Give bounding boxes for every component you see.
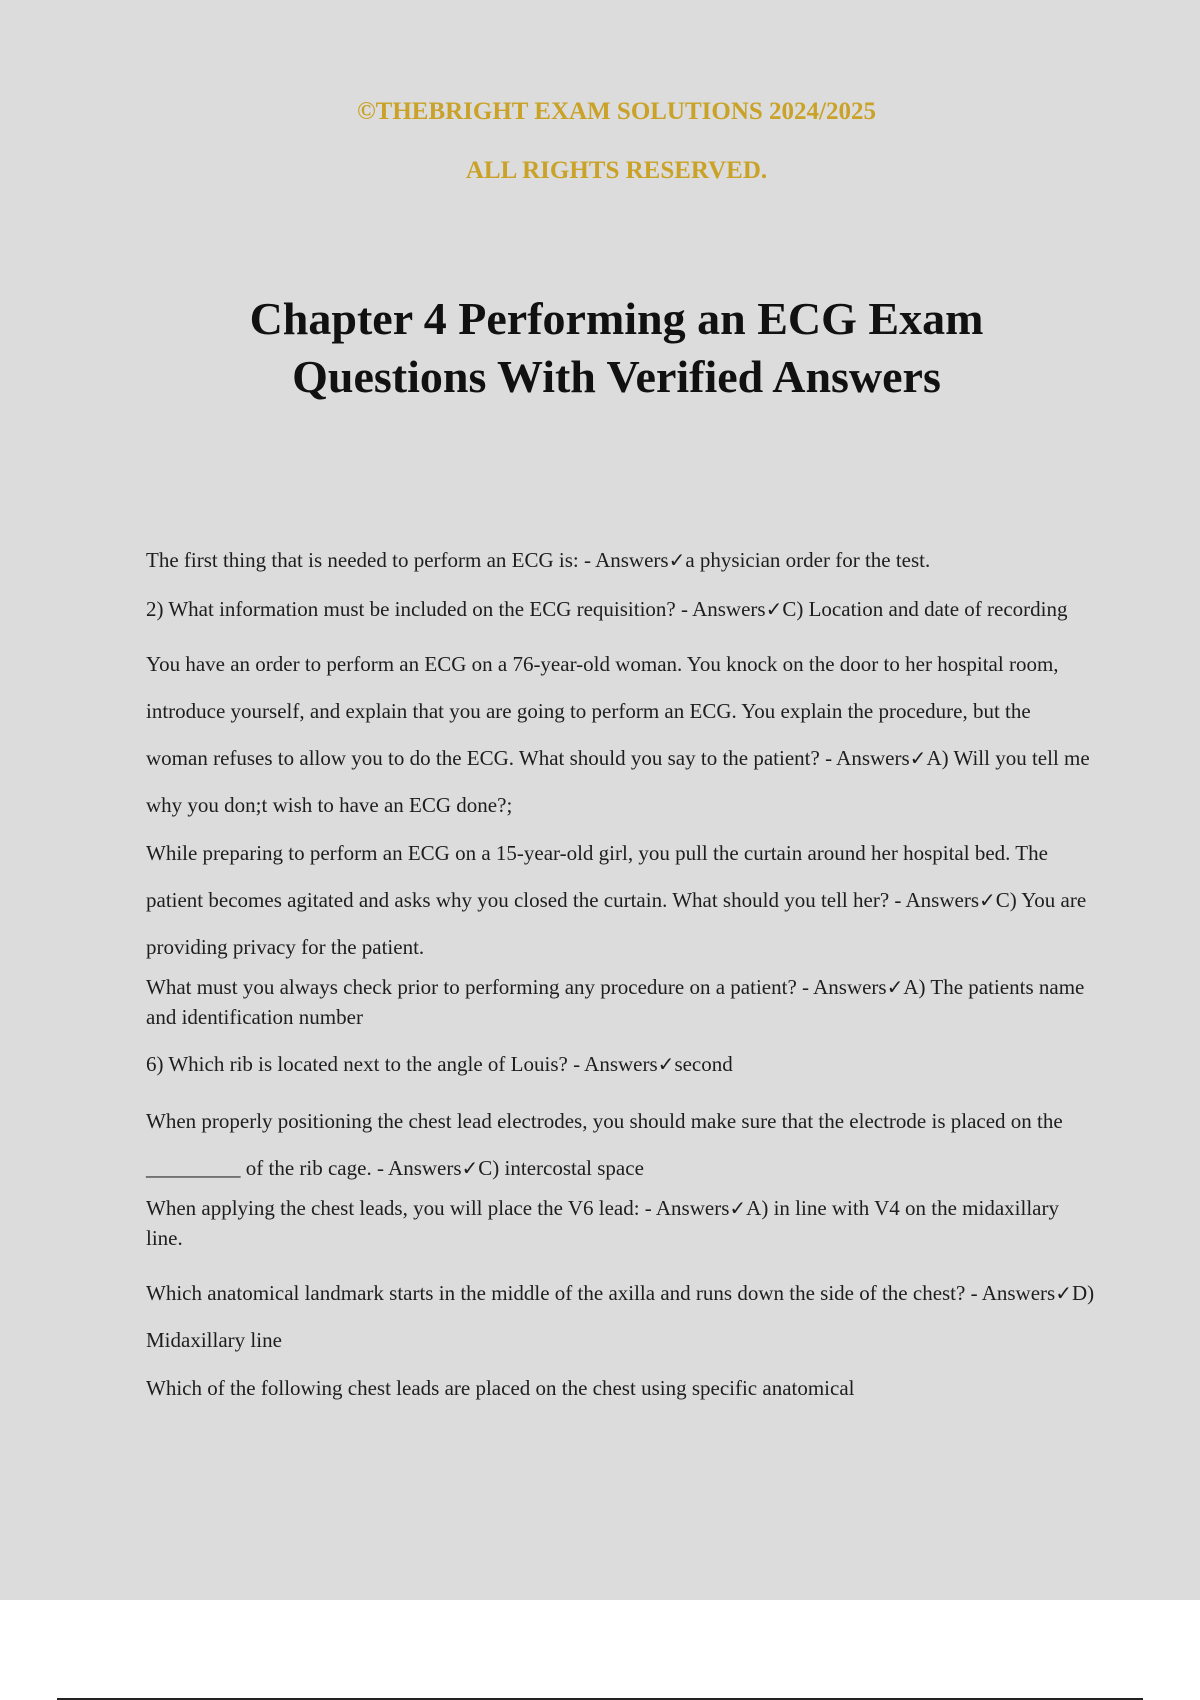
qa-item-5: [146, 972, 1096, 1032]
answer-text: D) Midaxillary line: [146, 1281, 1095, 1352]
question-text: The first thing that is needed to perform an ECG is: -: [146, 548, 596, 572]
qa-list: [146, 545, 1096, 1413]
answer-label: Answers: [388, 1156, 462, 1180]
answer-label: Answers: [584, 1052, 658, 1076]
answer-text: A) The patients name and identification number: [146, 975, 1085, 1029]
answer-label: Answers: [595, 548, 669, 572]
rights-reserved-notice: ALL RIGHTS RESERVED.: [465, 157, 768, 184]
answer-text: C) You are providing privacy for the patient.: [146, 888, 1087, 959]
answer-label: Answers: [692, 597, 766, 621]
question-text: When applying the chest leads, you will place the V6 lead: -: [146, 1196, 656, 1220]
document-title: [0, 290, 1200, 406]
check-icon: ✓: [657, 1052, 675, 1076]
answer-text: C) Location and date of recording: [782, 597, 1068, 621]
qa-item-10: [146, 1365, 1096, 1412]
question-text: You have an order to perform an ECG on a 76-year-old woman. You knock on the door to her hospital room, introduce yourself, and explain that you are going to perform an ECG. You explain the procedure, but the woman refuses to allow you to do the ECG. What should you say to the patient? -: [146, 652, 1059, 770]
question-text: Which of the following chest leads are placed on the chest using specific anatomical: [146, 1376, 855, 1400]
check-icon: ✓: [979, 888, 996, 912]
question-text: Which anatomical landmark starts in the middle of the axilla and runs down the side of the chest? -: [146, 1281, 982, 1305]
qa-item-3: [146, 641, 1096, 829]
question-text: When properly positioning the chest lead electrodes, you should make sure that the electrode is placed on the _________ of the rib cage. -: [146, 1109, 1063, 1180]
qa-item-4: [146, 830, 1096, 971]
qa-item-2: [146, 594, 1096, 624]
answer-label: Answers: [655, 1196, 730, 1220]
answer-label: Answers: [905, 888, 979, 912]
answer-text: C) intercostal space: [478, 1156, 644, 1180]
check-icon: ✓: [886, 975, 904, 999]
check-icon: ✓: [461, 1156, 479, 1180]
question-text: 2) What information must be included on the ECG requisition? -: [146, 597, 693, 621]
answer-text: a physician order for the test.: [685, 548, 931, 572]
check-icon: ✓: [765, 597, 783, 621]
title-line-2: Questions With Verified Answers: [292, 351, 941, 402]
answer-label: Answers: [981, 1281, 1056, 1305]
qa-item-1: [146, 545, 1096, 575]
copyright-notice: ©THEBRIGHT EXAM SOLUTIONS 2024/2025: [356, 98, 876, 125]
qa-item-6: [146, 1049, 1096, 1079]
title-line-1: Chapter 4 Performing an ECG Exam: [249, 293, 984, 344]
qa-item-7: [146, 1098, 1096, 1192]
answer-text: A) Will you tell me why you don;t wish to have an ECG done?;: [146, 746, 1090, 817]
answer-text: second: [674, 1052, 733, 1076]
check-icon: ✓: [1055, 1281, 1072, 1305]
answer-label: Answers: [813, 975, 887, 999]
answer-text: A) in line with V4 on the midaxillary line.: [146, 1196, 1059, 1250]
check-icon: ✓: [729, 1196, 747, 1220]
question-text: While preparing to perform an ECG on a 15-year-old girl, you pull the curtain around her hospital bed. The patient becomes agitated and asks why you closed the curtain. What should you tell her? -: [146, 841, 1048, 912]
question-text: 6) Which rib is located next to the angle of Louis? -: [146, 1052, 585, 1076]
check-icon: ✓: [668, 548, 686, 572]
question-text: What must you always check prior to performing any procedure on a patient? -: [146, 975, 814, 999]
check-icon: ✓: [909, 746, 927, 770]
qa-item-8: [146, 1193, 1096, 1253]
qa-item-9: [146, 1270, 1096, 1364]
answer-label: Answers: [836, 746, 910, 770]
